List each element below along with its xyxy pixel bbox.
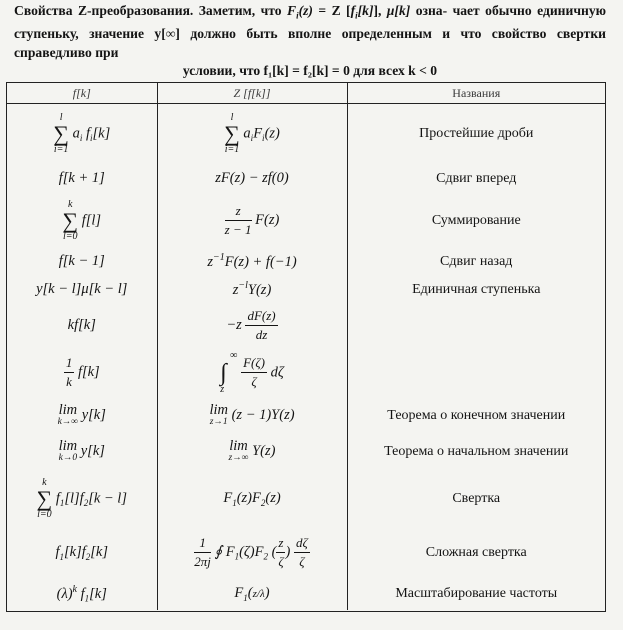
formula-cell: l ∑ i=1 $a_i$ $f_i[k]$ <box>7 104 157 164</box>
properties-table-frame <box>6 82 606 612</box>
transform-cell: l ∑ i=1 $a_iF_i(z)$ <box>157 104 347 164</box>
formula-cell: f[k + 1] <box>7 164 157 194</box>
formula-cell: $f_1[k]f_2[k]$ <box>7 528 157 578</box>
table-row <box>7 276 605 304</box>
intro-line-1: Свойства Z-преобразования. Заметим, что $F_i(z) = Z$ $[f_i[k]]$, μ[k] озна- <box>14 3 448 21</box>
table-row <box>7 104 605 164</box>
intro-line-4: условии, что f₁[k] = f₂[k] = 0 для всех k < 0 <box>182 63 438 79</box>
transform-cell: lim z→1 (z − 1)Y(z) <box>157 398 347 434</box>
property-name: Сложная свертка <box>425 544 527 560</box>
table-row <box>7 528 605 578</box>
transform-cell: $z^{-l}Y(z)$ <box>157 276 347 304</box>
properties-table <box>7 83 605 610</box>
intro-paragraph <box>14 2 606 81</box>
table-row <box>7 434 605 470</box>
formula-cell: k ∑ l=0 $f_1[l]f_2[k - l]$ <box>7 470 157 528</box>
property-name: Простейшие дроби <box>419 125 534 141</box>
property-name: Масштабирование частоты <box>395 585 558 601</box>
property-name: Теорема о начальном значении <box>384 443 569 459</box>
formula-cell: $\frac{1}{k}$ f[k] <box>7 348 157 398</box>
property-name <box>347 304 605 348</box>
table-row <box>7 194 605 248</box>
transform-cell: −z $\frac{dF(z)}{dz}$ <box>157 304 347 348</box>
property-name: Свертка <box>452 490 501 506</box>
transform-cell: $z^{-1}F(z) + f(-1)$ <box>157 248 347 276</box>
formula-cell: kf[k] <box>7 304 157 348</box>
formula-cell: $(\lambda)^k$ $f_1[k]$ <box>7 578 157 610</box>
property-name: Единичная ступенька <box>412 281 541 297</box>
intro-line-3: вполне определенным и что свойство свертки справедливо при <box>14 26 606 60</box>
transform-cell: ∞ ∫ z $\frac{F(\zeta)}{\zeta}$ dζ <box>157 348 347 398</box>
table-row <box>7 398 605 434</box>
transform-cell: $\frac{z}{z - 1}$ F(z) <box>157 194 347 248</box>
property-name: Сдвиг назад <box>440 253 513 269</box>
property-name: Теорема о конечном значении <box>387 407 566 423</box>
transform-cell: zF(z) − zf(0) <box>157 164 347 194</box>
table-row <box>7 164 605 194</box>
table-header-row <box>7 83 605 104</box>
transform-cell: $F_1(z)F_2(z)$ <box>157 470 347 528</box>
table-row <box>7 578 605 610</box>
formula-cell: lim k→0 y[k] <box>7 434 157 470</box>
header-fk: f[k] <box>7 83 157 104</box>
property-name: Сдвиг вперед <box>436 170 517 186</box>
table-row <box>7 348 605 398</box>
header-zfk: Z [f[k]] <box>157 83 347 104</box>
formula-cell: k ∑ l=0 f[l] <box>7 194 157 248</box>
formula-cell: f[k − 1] <box>7 248 157 276</box>
property-name <box>347 348 605 398</box>
formula-cell: y[k − l]μ[k − l] <box>7 276 157 304</box>
table-row <box>7 304 605 348</box>
transform-cell: $F_1(z/\lambda)$ <box>157 578 347 610</box>
intro-line-2: чает обычно единичную ступеньку, значение y[∞] должно быть <box>14 3 606 42</box>
transform-cell: lim z→∞ Y(z) <box>157 434 347 470</box>
table-row <box>7 248 605 276</box>
transform-cell: $\frac{1}{2\pi j}$ ∮ $F_1(\zeta)F_2$ ( $\frac{z}{\zeta}$ ) $\frac{d\zeta}{\zeta}$ <box>157 528 347 578</box>
formula-cell: lim k→∞ y[k] <box>7 398 157 434</box>
table-row <box>7 470 605 528</box>
property-name: Суммирование <box>431 212 521 228</box>
header-names: Названия <box>347 83 605 104</box>
